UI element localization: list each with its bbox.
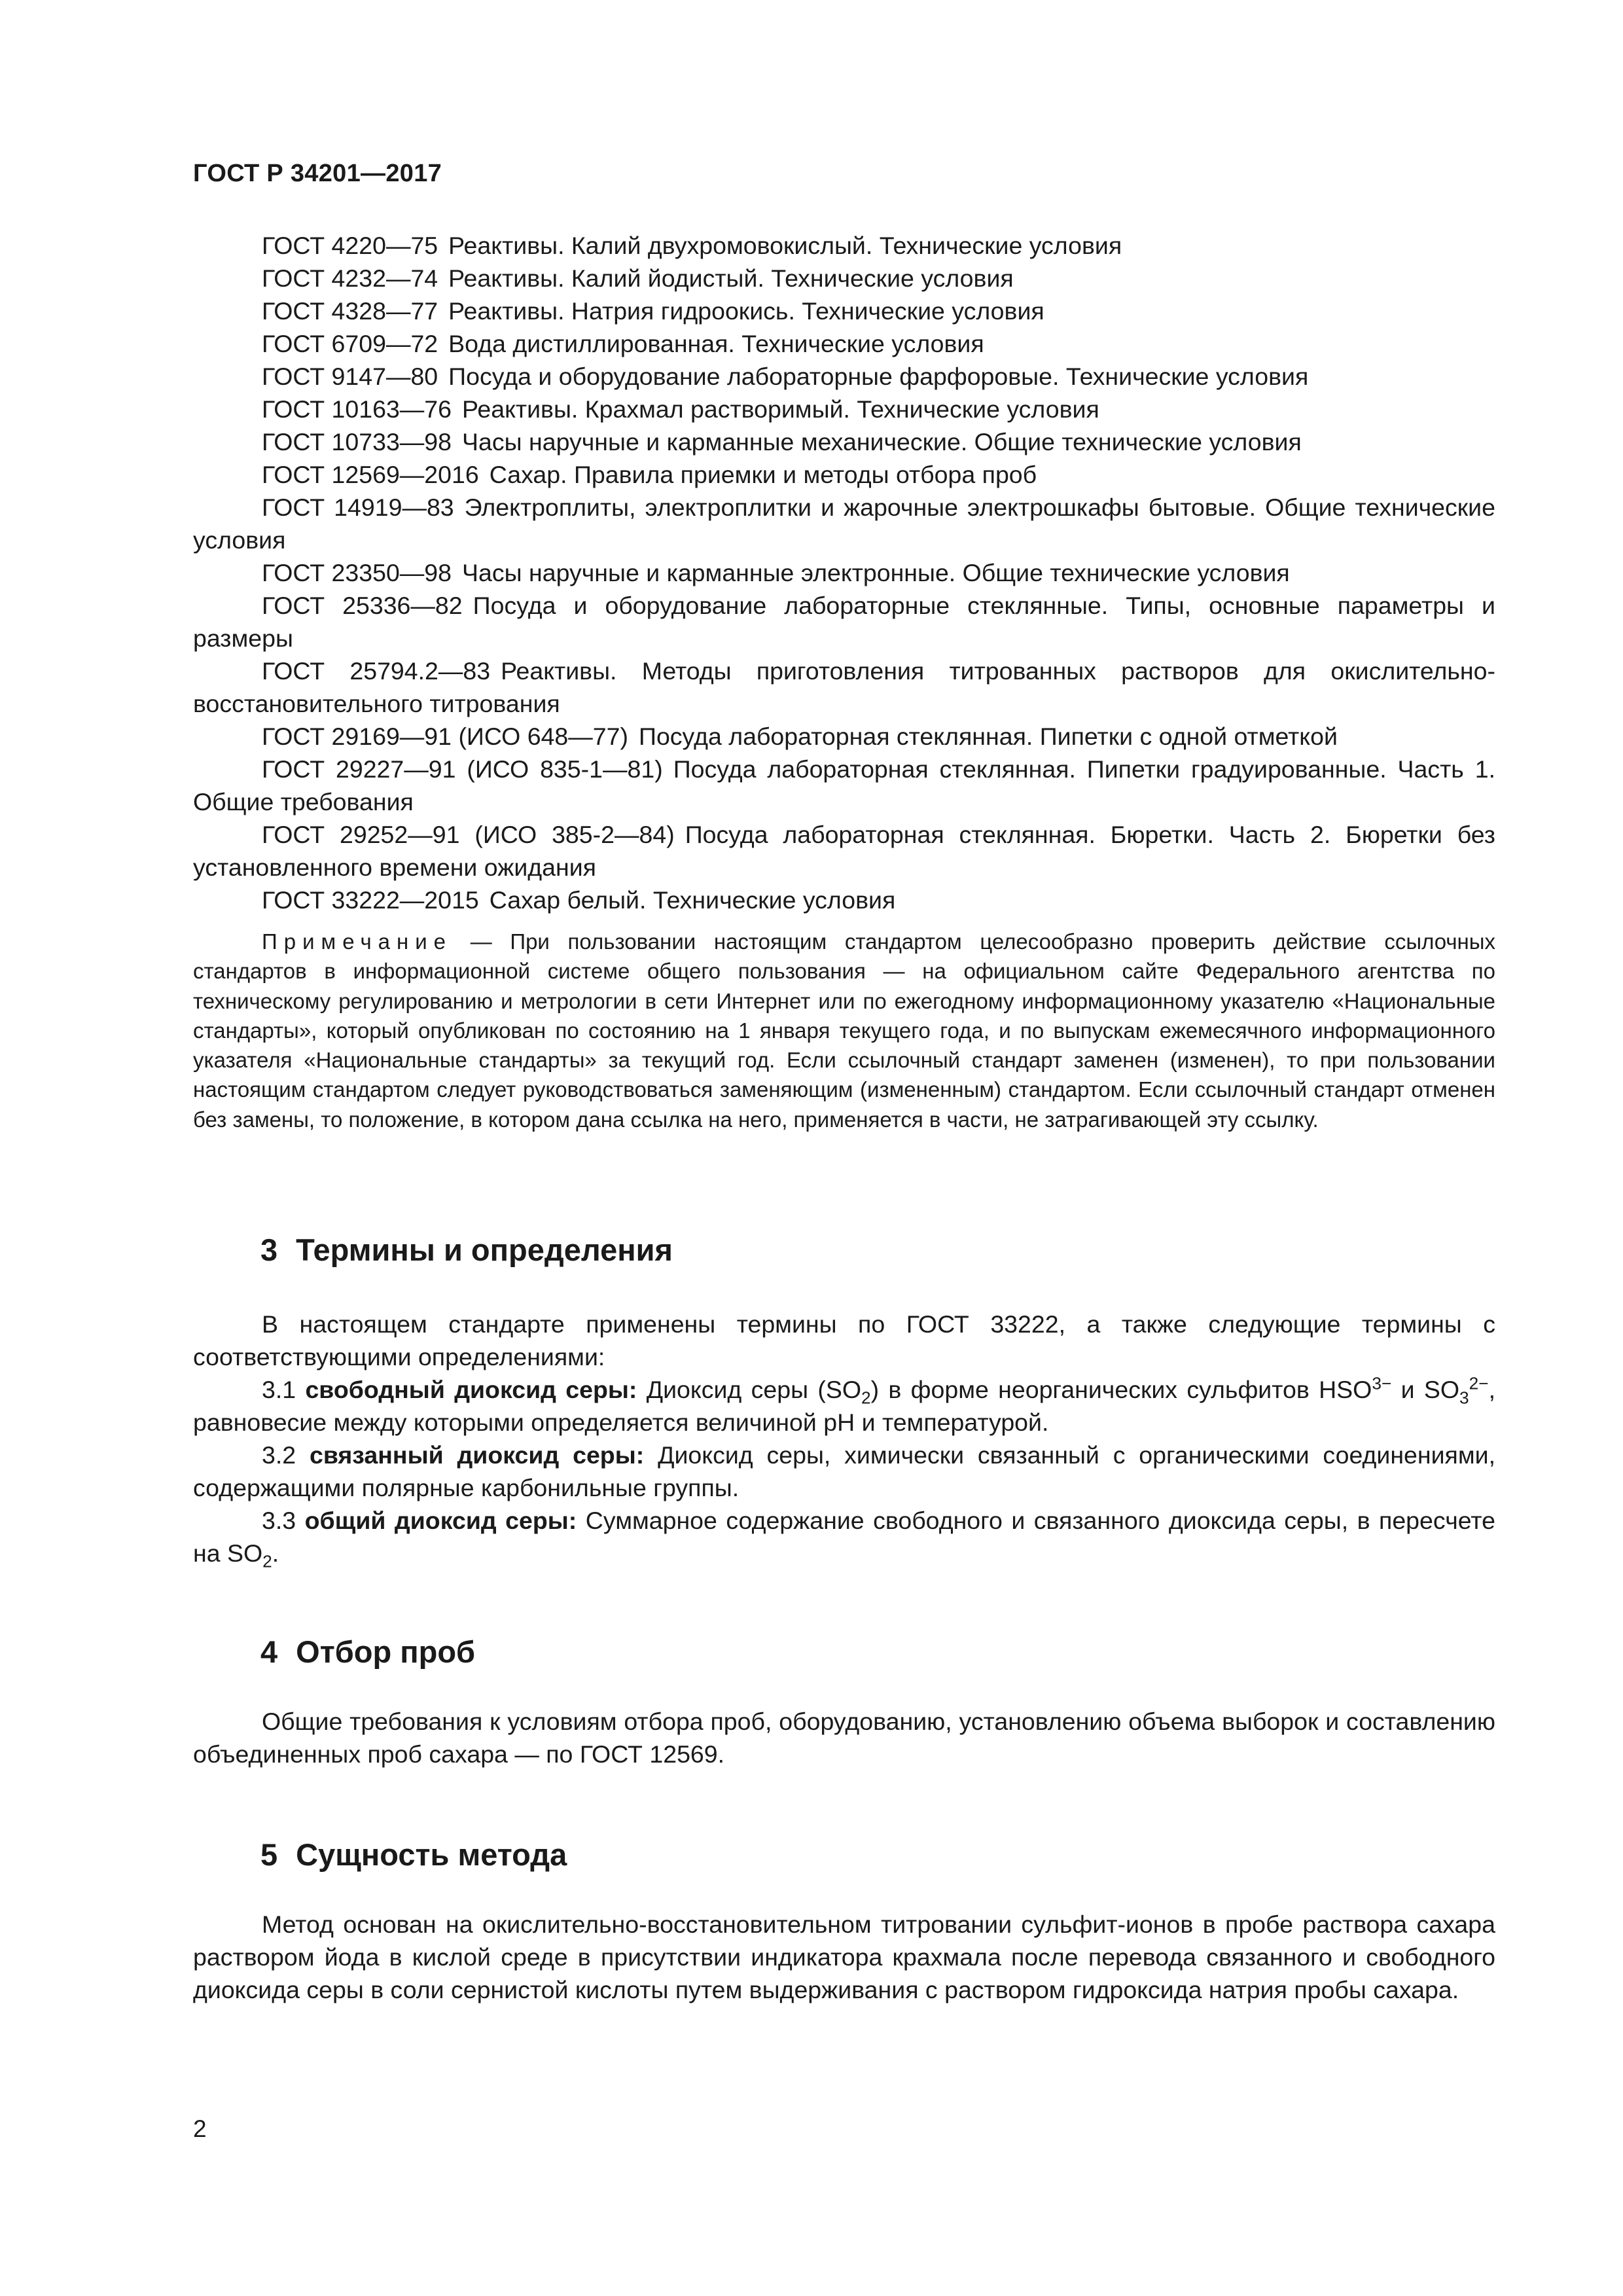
reference-code: ГОСТ 29227—91 (ИСО 835-1—81) xyxy=(262,755,663,783)
reference-title: Часы наручные и карманные механические. Общие технические условия xyxy=(462,428,1302,456)
reference-code: ГОСТ 10163—76 xyxy=(262,395,452,423)
reference-item xyxy=(193,229,1495,262)
reference-item xyxy=(193,720,1495,753)
reference-title: Часы наручные и карманные электронные. Общие технические условия xyxy=(462,559,1290,586)
section-number: 5 xyxy=(260,1837,278,1872)
reference-item xyxy=(193,589,1495,655)
section-title: Отбор проб xyxy=(296,1634,476,1669)
reference-title: Электроплиты, электроплитки и жарочные электрошкафы бытовые. Общие технические условия xyxy=(193,493,1495,554)
reference-item xyxy=(193,360,1495,393)
term-text: и SO xyxy=(1391,1376,1460,1403)
term-name: связанный диоксид серы: xyxy=(309,1441,645,1469)
reference-code: ГОСТ 33222—2015 xyxy=(262,886,479,914)
reference-code: ГОСТ 4232—74 xyxy=(262,264,438,292)
reference-title: Реактивы. Калий йодистый. Технические условия xyxy=(448,264,1014,292)
section-3-heading xyxy=(260,1232,673,1268)
reference-title: Реактивы. Натрия гидроокись. Технические условия xyxy=(448,297,1044,325)
reference-code: ГОСТ 29169—91 (ИСО 648—77) xyxy=(262,723,628,750)
term-name: свободный диоксид серы: xyxy=(305,1376,637,1403)
reference-title: Посуда лабораторная стеклянная. Бюретки. Часть 2. Бюретки без установленного времени ожидания xyxy=(193,821,1495,881)
section-number: 4 xyxy=(260,1634,278,1669)
reference-code: ГОСТ 25794.2—83 xyxy=(262,657,491,685)
section-3-body xyxy=(193,1308,1495,1570)
reference-code: ГОСТ 4328—77 xyxy=(262,297,438,325)
reference-code: ГОСТ 25336—82 xyxy=(262,592,463,619)
reference-title: Вода дистиллированная. Технические условия xyxy=(448,330,984,357)
reference-code: ГОСТ 29252—91 (ИСО 385-2—84) xyxy=(262,821,675,848)
reference-title: Реактивы. Крахмал растворимый. Технические условия xyxy=(462,395,1099,423)
reference-item xyxy=(193,327,1495,360)
subscript: 3 xyxy=(1459,1388,1469,1408)
term-text: Диоксид серы (SO xyxy=(646,1376,862,1403)
reference-code: ГОСТ 9147—80 xyxy=(262,363,438,390)
reference-item xyxy=(193,818,1495,884)
reference-code: ГОСТ 6709—72 xyxy=(262,330,438,357)
section-3-intro: В настоящем стандарте применены термины по ГОСТ 33222, а также следующие термины с соответствующими определениями: xyxy=(193,1310,1495,1371)
term-number: 3.1 xyxy=(262,1376,296,1403)
note-paragraph xyxy=(193,927,1495,1134)
reference-code: ГОСТ 4220—75 xyxy=(262,232,438,259)
section-number: 3 xyxy=(260,1232,278,1267)
reference-item xyxy=(193,425,1495,458)
section-5-heading xyxy=(260,1837,567,1873)
reference-title: Посуда лабораторная стеклянная. Пипетки градуированные. Часть 1. Общие требования xyxy=(193,755,1495,816)
reference-item xyxy=(193,262,1495,295)
note-label: Примечание xyxy=(262,929,453,954)
reference-code: ГОСТ 23350—98 xyxy=(262,559,452,586)
term-3-2 xyxy=(193,1439,1495,1504)
reference-title: Посуда и оборудование лабораторные стеклянные. Типы, основные параметры и размеры xyxy=(193,592,1495,652)
term-name: общий диоксид серы: xyxy=(304,1507,577,1534)
subscript: 2 xyxy=(861,1388,871,1408)
section-5-body xyxy=(193,1908,1495,2006)
reference-title: Посуда лабораторная стеклянная. Пипетки с одной отметкой xyxy=(639,723,1338,750)
superscript: 3− xyxy=(1372,1373,1392,1393)
reference-item xyxy=(193,393,1495,425)
reference-item xyxy=(193,458,1495,491)
term-3-1 xyxy=(193,1373,1495,1439)
normative-references-list xyxy=(193,229,1495,916)
superscript: 2− xyxy=(1469,1373,1489,1393)
term-text: . xyxy=(272,1539,279,1567)
reference-item xyxy=(193,556,1495,589)
section-4-text: Общие требования к условиям отбора проб, оборудованию, установлению объема выборок и составлению объединенных проб сахара — по ГОСТ 12569. xyxy=(193,1708,1495,1768)
reference-title: Сахар белый. Технические условия xyxy=(489,886,896,914)
section-5-text: Метод основан на окислительно-восстановительном титровании сульфит-ионов в пробе раствора сахара раствором йода в кислой среде в присутствии индикатора крахмала после перевода связанного и свободного диоксида серы в соли сернистой кислоты путем выдерживания с раствором гидроксида натрия пробы сахара. xyxy=(193,1910,1495,2003)
reference-title: Реактивы. Методы приготовления титрованных растворов для окислительно-восстановительного титрования xyxy=(193,657,1495,717)
term-text: Диоксид серы, химически связанный с органическими соединениями, содержащими полярные карбонильные группы. xyxy=(193,1441,1495,1501)
reference-code: ГОСТ 14919—83 xyxy=(262,493,454,521)
page-number: 2 xyxy=(193,2115,207,2142)
reference-item xyxy=(193,753,1495,818)
section-title: Термины и определения xyxy=(296,1232,673,1267)
reference-item xyxy=(193,884,1495,916)
reference-title: Посуда и оборудование лабораторные фарфоровые. Технические условия xyxy=(448,363,1309,390)
reference-code: ГОСТ 10733—98 xyxy=(262,428,452,456)
term-text: , равновесие между которыми определяется величиной pH и температурой. xyxy=(193,1376,1496,1436)
term-number: 3.3 xyxy=(262,1507,296,1534)
section-title: Сущность метода xyxy=(296,1837,567,1872)
term-text: ) в форме неорганических сульфитов HSO xyxy=(870,1376,1372,1403)
section-4-body xyxy=(193,1705,1495,1770)
reference-item xyxy=(193,655,1495,720)
subscript: 2 xyxy=(262,1551,272,1571)
term-number: 3.2 xyxy=(262,1441,296,1469)
note-text: — При пользовании настоящим стандартом целесообразно проверить действие ссылочных стандартов в информационной системе общего пользования — на официальном сайте Федерального агентства по техническому регулированию и метрологии в сети Интернет или по ежегодному информационному указателю «Национальные стандарты», который опубликован по состоянию на 1 января текущего года, и по выпускам ежемесячного информационного указателя «Национальные стандарты» за текущий год. Если ссылочный стандарт заменен (изменен), то при пользовании настоящим стандартом следует руководствоваться заменяющим (измененным) стандартом. Если ссылочный стандарт отменен без замены, то положение, в котором дана ссылка на него, применяется в части, не затрагивающей эту ссылку. xyxy=(193,929,1496,1132)
reference-item xyxy=(193,295,1495,327)
term-3-3 xyxy=(193,1504,1495,1570)
reference-item xyxy=(193,491,1495,556)
section-4-heading xyxy=(260,1634,475,1670)
reference-title: Реактивы. Калий двухромовокислый. Технические условия xyxy=(448,232,1122,259)
document-header: ГОСТ Р 34201—2017 xyxy=(193,160,442,187)
reference-title: Сахар. Правила приемки и методы отбора проб xyxy=(489,461,1037,488)
term-text: Суммарное содержание свободного и связанного диоксида серы, в пересчете на SO xyxy=(193,1507,1495,1567)
reference-code: ГОСТ 12569—2016 xyxy=(262,461,479,488)
